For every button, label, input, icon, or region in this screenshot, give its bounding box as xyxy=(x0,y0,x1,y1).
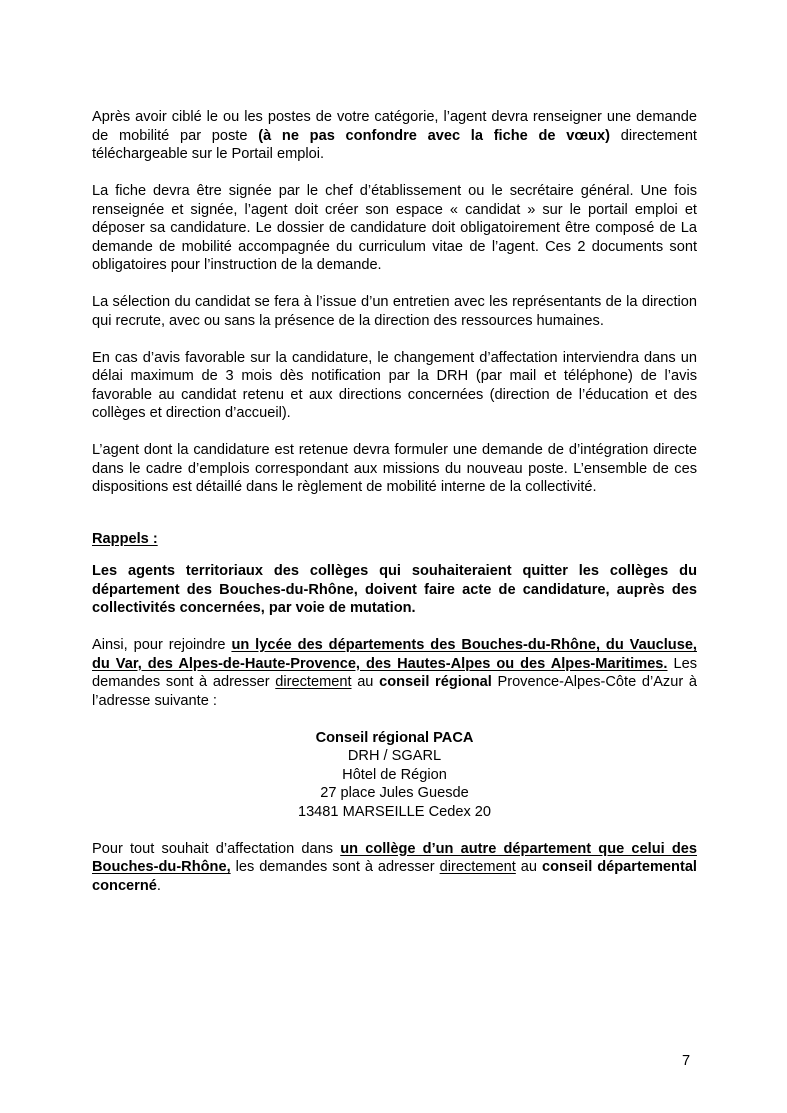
paragraph-integration: L’agent dont la candidature est retenue devra formuler une demande de d’intégration directe dans le cadre d’emplois correspondant aux missions du nouveau poste. L’ensemble de ces dispositions est détaillé dans le règlement de mobilité interne de la collectivité. xyxy=(92,442,697,495)
address-line: 27 place Jules Guesde xyxy=(320,785,469,801)
text-run: directement téléchargeable sur le Portail emploi. xyxy=(92,127,697,162)
rappels-heading: Rappels : xyxy=(92,530,158,547)
address-block xyxy=(92,729,697,822)
address-line: 13481 MARSEILLE Cedex 20 xyxy=(297,803,492,820)
text-run: . xyxy=(156,877,161,894)
paragraph-signature: La fiche devra être signée par le chef d’établissement ou le secrétaire général. Une fois renseignée et signée, l’agent doit créer son espace « candidat » sur le portail emploi et déposer sa candidature. Le dossier de candidature doit obligatoirement être composé de La demande de mobilité accompagnée du curriculum vitae de l’agent. Ces 2 documents sont obligatoires pour l’instruction de la demande. xyxy=(92,183,697,273)
text-run: Après avoir ciblé le ou les postes de votre catégorie, l’agent devra renseigner une demande de mobilité par poste xyxy=(92,109,697,144)
paragraph-mutation-notice: Les agents territoriaux des collèges qui souhaiteraient quitter les collèges du département des Bouches-du-Rhône, doivent faire acte de candidature, auprès des collectivités concernées, par voie de mutation. xyxy=(92,563,697,616)
text-run: Ainsi, pour rejoindre xyxy=(92,637,232,653)
bold-note: (à ne pas confondre avec la fiche de vœux) xyxy=(258,127,611,144)
underlined-text: directement xyxy=(439,859,516,875)
text-run: au xyxy=(515,859,542,875)
departments-list: un lycée des départements des Bouches-du-Rhône, du Vaucluse, du Var, des Alpes-de-Haute-Provence, des Hautes-Alpes ou des Alpes-Maritimes. xyxy=(92,637,697,672)
bold-text: conseil régional xyxy=(379,674,492,690)
paragraph-application-form xyxy=(92,108,697,164)
underlined-bold-text: un collège d’un autre département que celui des Bouches-du-Rhône, xyxy=(92,840,697,875)
text-run: Les demandes sont à adresser xyxy=(92,655,697,690)
paragraph-selection: La sélection du candidat se fera à l’issue d’un entretien avec les représentants de la direction qui recrute, avec ou sans la présence de la direction des ressources humaines. xyxy=(92,294,697,329)
paragraph-college-departmental xyxy=(92,840,697,896)
bold-text: conseil départemental concerné xyxy=(92,859,697,894)
page-number: 7 xyxy=(682,1053,691,1069)
text-run: au xyxy=(351,674,380,690)
page-body xyxy=(92,108,697,914)
paragraph-lycee-regional xyxy=(92,636,697,710)
address-line: Hôtel de Région xyxy=(342,766,447,783)
text-run: Pour tout souhait d’affectation dans xyxy=(92,840,341,857)
paragraph-favorable-opinion: En cas d’avis favorable sur la candidature, le changement d’affectation interviendra dans un délai maximum de 3 mois dès notification par la DRH (par mail et téléphone) de l’avis favorable au candidat retenu et aux directions concernées (direction de l’éducation et des collèges et direction d’accueil). xyxy=(92,349,697,421)
text-run: Provence-Alpes-Côte d’Azur à l’adresse suivante : xyxy=(92,674,697,709)
address-name: Conseil régional PACA xyxy=(315,729,474,746)
address-line: DRH / SGARL xyxy=(347,748,442,764)
text-run: les demandes sont à adresser xyxy=(230,859,440,875)
underlined-text: directement xyxy=(275,674,352,690)
